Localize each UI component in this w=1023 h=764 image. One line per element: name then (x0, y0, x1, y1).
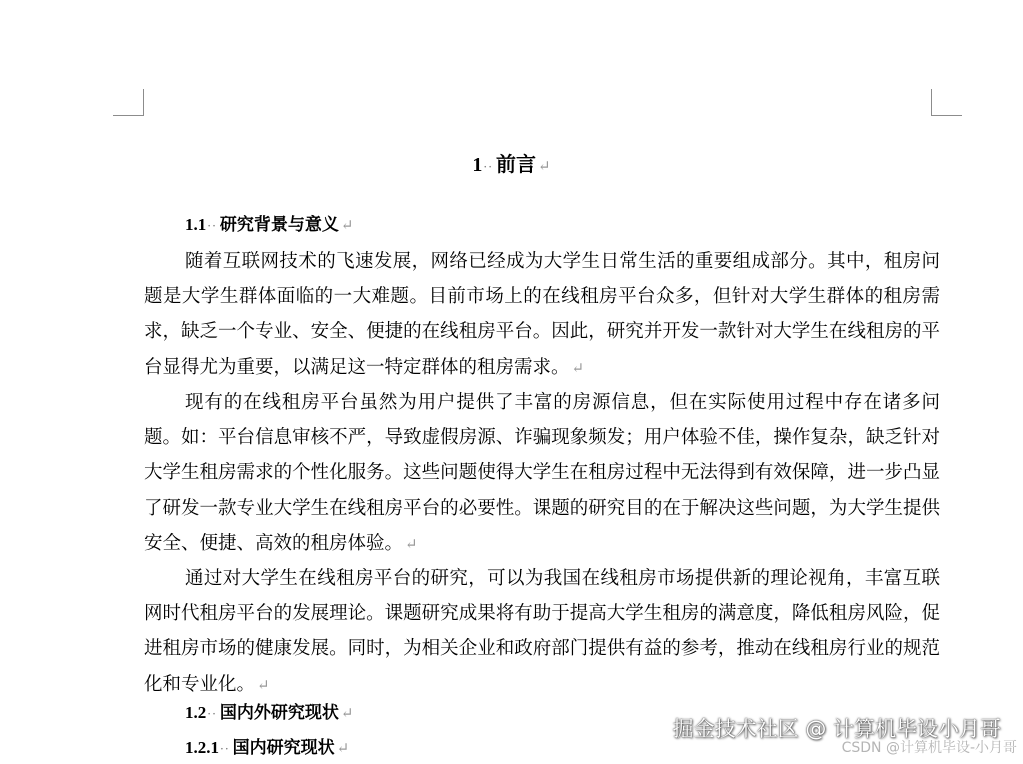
section-heading-1-2 (185, 701, 353, 726)
juejin-watermark: 掘金技术社区 @ 计算机毕设小月哥 (672, 717, 1001, 741)
heading-dots: ·· (220, 742, 230, 756)
paragraph-mark-icon: ↵ (538, 157, 551, 175)
crop-mark-top-right (931, 89, 962, 116)
paragraph-mark-icon: ↵ (336, 739, 350, 757)
section-title: 国内外研究现状 (219, 703, 339, 723)
paragraph-mark-icon: ↵ (340, 704, 354, 722)
section-number: 1.1 (185, 215, 207, 234)
paragraph-mark-icon: ↵ (405, 534, 418, 553)
heading-dots: ·· (207, 219, 217, 233)
body-paragraph (144, 561, 940, 703)
paragraph-text: 随着互联网技术的飞速发展，网络已经成为大学生日常生活的重要组成部分。其中，租房问题是大学生群体面临的一大难题。目前市场上的在线租房平台众多，但针对大学生群体的租房需求，缺乏一个专业、安全、便捷的在线租房平台。因此，研究并开发一款针对大学生在线租房的平台显得尤为重要，以满足这一特定群体的租房需求。 (144, 251, 940, 378)
chapter-title: 前言 (496, 152, 537, 176)
section-heading-1-2-1 (185, 736, 349, 761)
paragraph-text: 通过对大学生在线租房平台的研究，可以为我国在线租房市场提供新的理论视角，丰富互联网时代租房平台的发展理论。课题研究成果将有助于提高大学生租房的满意度，降低租房风险，促进租房市场的健康发展。同时，为相关企业和政府部门提供有益的参考，推动在线租房行业的规范化和专业化。 (144, 568, 940, 695)
section-title: 研究背景与意义 (219, 215, 339, 235)
section-title: 国内研究现状 (232, 738, 335, 758)
paragraph-mark-icon: ↵ (340, 216, 354, 234)
body-paragraph (144, 244, 940, 386)
section-heading-1-1 (185, 213, 353, 238)
heading-dots: ·· (483, 160, 494, 174)
section-number: 1.2 (185, 703, 207, 722)
body-paragraph (144, 385, 940, 562)
paragraph-mark-icon: ↵ (571, 358, 585, 377)
crop-mark-top-left (113, 89, 144, 116)
chapter-number: 1 (472, 154, 483, 176)
paragraph-mark-icon: ↵ (257, 675, 270, 694)
paragraph-text: 现有的在线租房平台虽然为用户提供了丰富的房源信息，但在实际使用过程中存在诸多问题。如：平台信息审核不严，导致虚假房源、诈骗现象频发；用户体验不佳，操作复杂，缺乏针对大学生租房需求的个性化服务。这些问题使得大学生在租房过程中无法得到有效保障，进一步凸显了研发一款专业大学生在线租房平台的必要性。课题的研究目的在于解决这些问题，为大学生提供安全、便捷、高效的租房体验。 (144, 392, 940, 554)
chapter-heading (0, 150, 1023, 181)
section-number: 1.2.1 (185, 738, 219, 757)
csdn-watermark: CSDN @计算机毕设-小月哥 (841, 740, 1017, 756)
heading-dots: ·· (207, 707, 217, 721)
